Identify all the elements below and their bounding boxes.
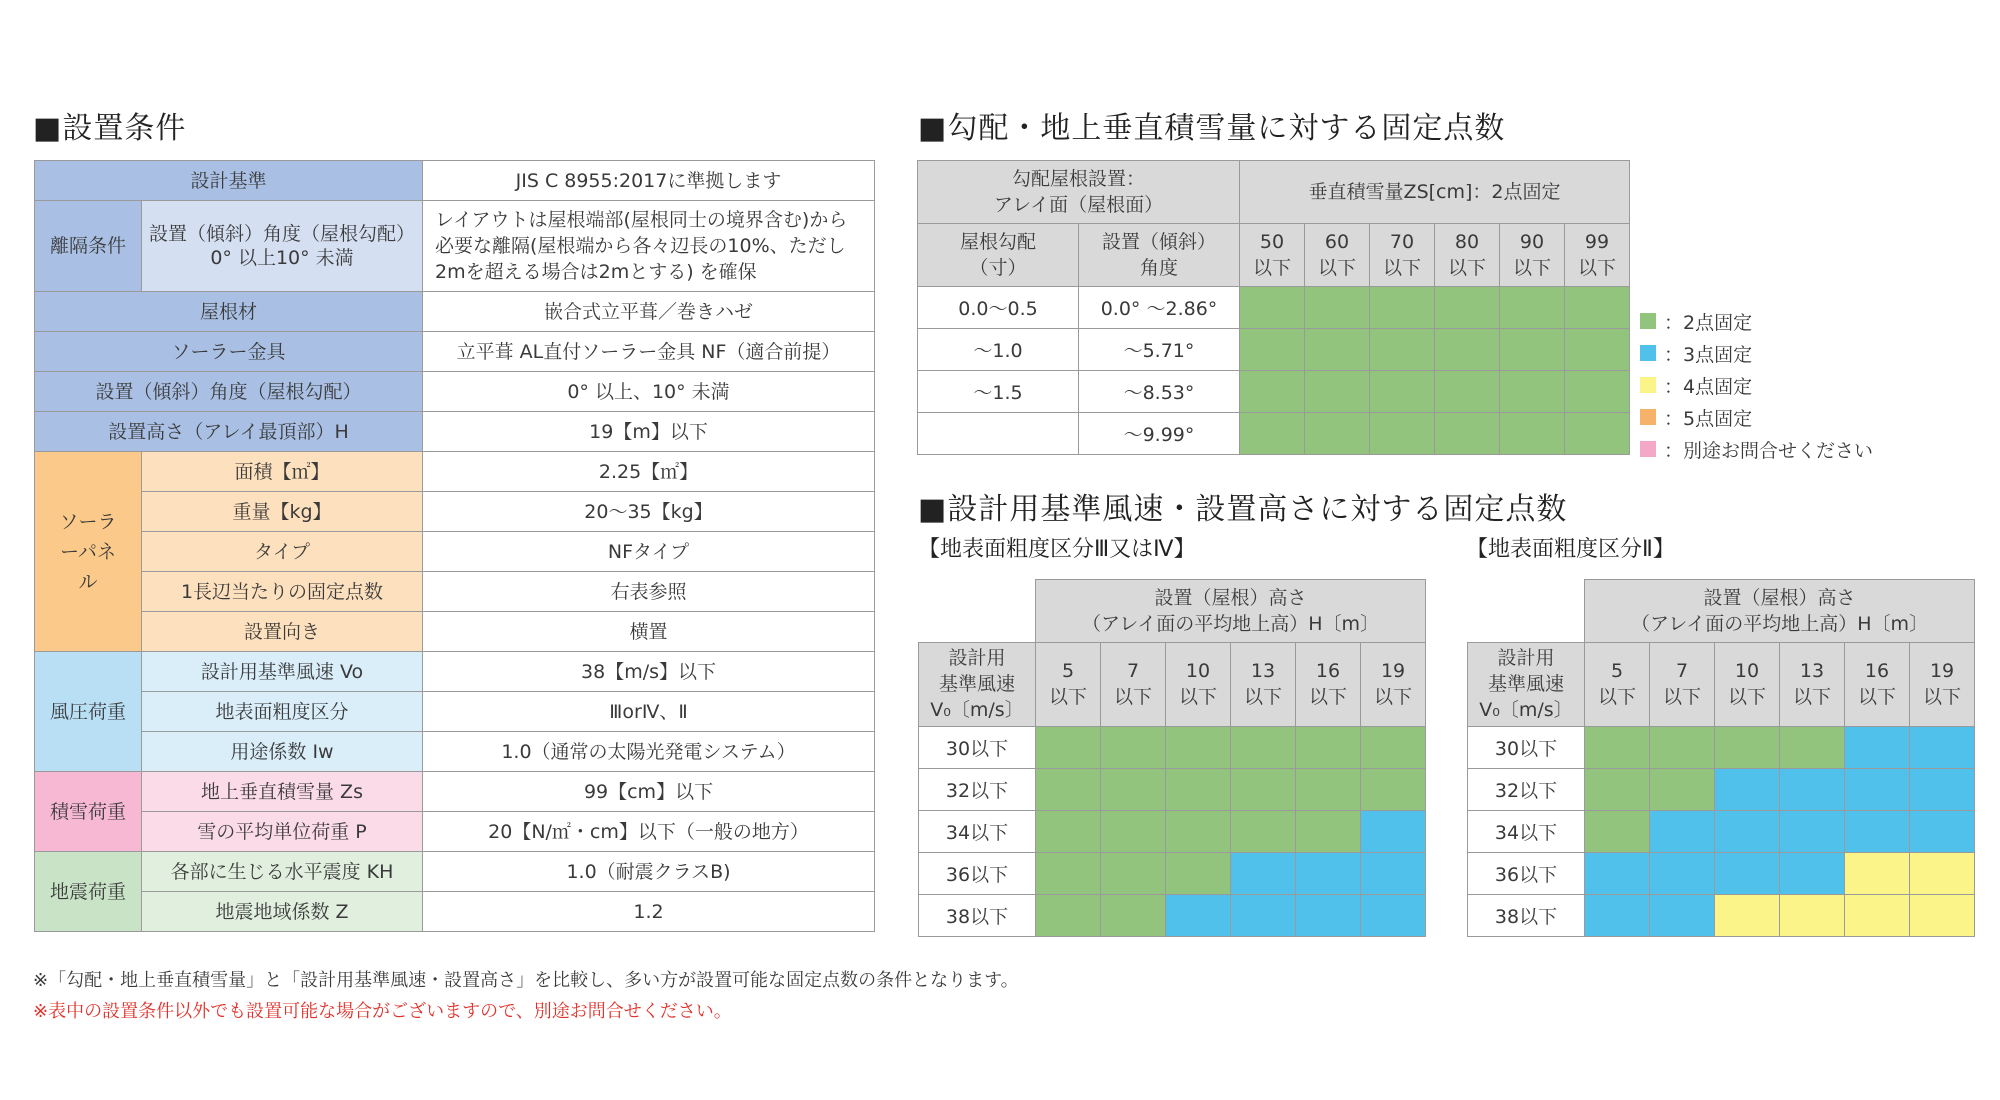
wind-fix-cell-2: [1361, 726, 1426, 768]
wind-row: [919, 894, 1426, 936]
wind-fix-cell-2: [1166, 726, 1231, 768]
wind-column-header: 13 以下: [1780, 642, 1845, 726]
condition-value: 38【m/s】以下: [423, 652, 875, 692]
snow-fix-cell-2: [1435, 413, 1500, 455]
wind-fix-cell-3: [1845, 726, 1910, 768]
wind-column-header: 7 以下: [1650, 642, 1715, 726]
wind-fix-cell-2: [1166, 768, 1231, 810]
group-label: 積雪荷重: [35, 772, 142, 852]
wind-row-label: 30以下: [919, 726, 1036, 768]
snow-angle-cell: ～8.53°: [1079, 371, 1240, 413]
condition-value: 1.2: [423, 892, 875, 932]
condition-label: 雪の平均単位荷重 P: [142, 812, 423, 852]
snow-fix-cell-2: [1370, 287, 1435, 329]
conditions-table: [34, 160, 875, 932]
wind-fix-cell-2: [1166, 810, 1231, 852]
snow-fix-cell-2: [1240, 329, 1305, 371]
wind-row-label: 30以下: [1468, 726, 1585, 768]
snow-pitch-cell: [918, 413, 1079, 455]
wind-row: [919, 768, 1426, 810]
condition-value: 19【m】以下: [423, 412, 875, 452]
legend-label: ：4点固定: [1664, 375, 1753, 398]
condition-value: 立平葺 AL直付ソーラー金具 NF（適合前提）: [423, 332, 875, 372]
wind-row-label: 32以下: [919, 768, 1036, 810]
wind-fix-cell-2: [1296, 726, 1361, 768]
condition-label: 設計用基準風速 Vo: [142, 652, 423, 692]
legend-swatch: [1640, 441, 1656, 457]
snow-fix-cell-2: [1435, 329, 1500, 371]
snow-angle-cell: ～9.99°: [1079, 413, 1240, 455]
wind-column-header: 13 以下: [1231, 642, 1296, 726]
conditions-row: [35, 612, 875, 652]
wind-table-2-title: 【地表面粗度区分Ⅱ】: [1466, 537, 1675, 562]
wind-header-row: [1468, 580, 1975, 643]
wind-fix-cell-2: [1036, 894, 1101, 936]
wind-column-header: 5 以下: [1036, 642, 1101, 726]
condition-label: 設置高さ（アレイ最頂部）H: [35, 412, 423, 452]
wind-fix-cell-2: [1036, 810, 1101, 852]
wind-row: [919, 852, 1426, 894]
wind-row: [919, 726, 1426, 768]
conditions-row: [35, 452, 875, 492]
wind-fix-cell-3: [1166, 894, 1231, 936]
wind-row-label: 34以下: [919, 810, 1036, 852]
snow-angle-cell: 0.0° ～2.86°: [1079, 287, 1240, 329]
wind-column-header: 10 以下: [1166, 642, 1231, 726]
wind-fix-cell-3: [1910, 726, 1975, 768]
wind-header-row: [919, 580, 1426, 643]
wind-corner-header: 設計用 基準風速 V₀〔m/s〕: [1468, 642, 1585, 726]
legend-item: [1640, 433, 1873, 465]
condition-label: 設置（傾斜）角度（屋根勾配） 0° 以上10° 未満: [142, 201, 423, 292]
conditions-row: [35, 372, 875, 412]
conditions-row: [35, 572, 875, 612]
snow-header-row: [918, 224, 1630, 287]
condition-value: 1.0（通常の太陽光発電システム）: [423, 732, 875, 772]
wind-fix-cell-3: [1780, 852, 1845, 894]
conditions-row: [35, 732, 875, 772]
condition-label: 面積【㎡】: [142, 452, 423, 492]
group-label: 風圧荷重: [35, 652, 142, 772]
snow-fix-cell-2: [1305, 371, 1370, 413]
condition-value: 0° 以上、10° 未満: [423, 372, 875, 412]
snow-row: [918, 371, 1630, 413]
wind-fix-cell-4: [1780, 894, 1845, 936]
snow-fix-cell-2: [1500, 413, 1565, 455]
wind-fix-cell-4: [1715, 894, 1780, 936]
snow-fix-cell-2: [1305, 287, 1370, 329]
legend-label: ：別途お問合せください: [1664, 439, 1874, 462]
wind-header-row: [1468, 642, 1975, 726]
condition-value: 嵌合式立平葺／巻きハゼ: [423, 292, 875, 332]
conditions-row: [35, 292, 875, 332]
wind-fix-cell-2: [1036, 768, 1101, 810]
snow-pitch-cell: 0.0～0.5: [918, 287, 1079, 329]
wind-heading: ■設計用基準風速・設置高さに対する固定点数: [918, 492, 1568, 527]
wind-column-header: 10 以下: [1715, 642, 1780, 726]
wind-fix-cell-3: [1296, 894, 1361, 936]
wind-fix-cell-2: [1101, 852, 1166, 894]
snow-pitch-header: 屋根勾配 （寸）: [918, 224, 1079, 287]
wind-fix-cell-3: [1650, 810, 1715, 852]
legend-item: [1640, 369, 1873, 401]
wind-fix-cell-3: [1845, 810, 1910, 852]
conditions-row: [35, 532, 875, 572]
wind-row-label: 38以下: [1468, 894, 1585, 936]
condition-value: 99【cm】以下: [423, 772, 875, 812]
wind-fix-cell-2: [1231, 810, 1296, 852]
snow-fix-cell-2: [1370, 371, 1435, 413]
wind-fix-cell-2: [1101, 810, 1166, 852]
snow-body: [918, 161, 1630, 455]
wind-fix-cell-3: [1715, 768, 1780, 810]
condition-label: 地上垂直積雪量 Zs: [142, 772, 423, 812]
condition-label: 重量【kg】: [142, 492, 423, 532]
conditions-row: [35, 492, 875, 532]
condition-label: 各部に生じる水平震度 KH: [142, 852, 423, 892]
wind-column-header: 16 以下: [1845, 642, 1910, 726]
legend-label: ：2点固定: [1664, 311, 1753, 334]
wind-column-header: 5 以下: [1585, 642, 1650, 726]
snow-fix-cell-2: [1305, 329, 1370, 371]
wind-row: [919, 810, 1426, 852]
condition-label: 設計基準: [35, 161, 423, 201]
condition-value: ⅢorⅣ、Ⅱ: [423, 692, 875, 732]
condition-label: 地表面粗度区分: [142, 692, 423, 732]
wind-body-1: [919, 580, 1426, 937]
snow-table: [917, 160, 1630, 455]
group-label: ソーラーパネル: [35, 452, 142, 652]
wind-fix-cell-2: [1585, 810, 1650, 852]
legend: [1640, 305, 1873, 465]
condition-label: 屋根材: [35, 292, 423, 332]
wind-fix-cell-3: [1910, 768, 1975, 810]
wind-fix-cell-3: [1361, 894, 1426, 936]
condition-value: 20～35【kg】: [423, 492, 875, 532]
wind-fix-cell-2: [1361, 768, 1426, 810]
snow-fix-cell-2: [1500, 329, 1565, 371]
wind-fix-cell-4: [1845, 852, 1910, 894]
snow-fix-cell-2: [1240, 413, 1305, 455]
wind-fix-cell-3: [1650, 852, 1715, 894]
note-compare: ※「勾配・地上垂直積雪量」と「設計用基準風速・設置高さ」を比較し、多い方が設置可能な固定点数の条件となります。: [33, 970, 1019, 991]
snow-row: [918, 329, 1630, 371]
conditions-row: [35, 652, 875, 692]
wind-header-row: [919, 642, 1426, 726]
wind-fix-cell-2: [1650, 768, 1715, 810]
wind-fix-cell-3: [1585, 852, 1650, 894]
wind-fix-cell-3: [1780, 810, 1845, 852]
wind-fix-cell-2: [1166, 852, 1231, 894]
wind-row-label: 38以下: [919, 894, 1036, 936]
condition-value: 横置: [423, 612, 875, 652]
conditions-row: [35, 692, 875, 732]
wind-fix-cell-2: [1585, 768, 1650, 810]
wind-top-header: 設置（屋根）高さ （アレイ面の平均地上高）H〔m〕: [1036, 580, 1426, 643]
legend-item: [1640, 401, 1873, 433]
wind-fix-cell-4: [1845, 894, 1910, 936]
snow-fix-cell-2: [1240, 371, 1305, 413]
conditions-row: [35, 201, 875, 292]
condition-value: 2.25【㎡】: [423, 452, 875, 492]
snow-fix-cell-2: [1435, 287, 1500, 329]
wind-row: [1468, 894, 1975, 936]
wind-fix-cell-2: [1585, 726, 1650, 768]
wind-row-label: 36以下: [1468, 852, 1585, 894]
wind-body-2: [1468, 580, 1975, 937]
snow-fix-cell-2: [1500, 287, 1565, 329]
conditions-row: [35, 161, 875, 201]
snow-fix-cell-2: [1565, 329, 1630, 371]
wind-fix-cell-3: [1650, 894, 1715, 936]
wind-column-header: 19 以下: [1910, 642, 1975, 726]
snow-column-header: 90 以下: [1500, 224, 1565, 287]
wind-row-label: 34以下: [1468, 810, 1585, 852]
wind-fix-cell-2: [1296, 768, 1361, 810]
snow-column-header: 70 以下: [1370, 224, 1435, 287]
wind-fix-cell-2: [1715, 726, 1780, 768]
wind-fix-cell-4: [1910, 852, 1975, 894]
wind-fix-cell-3: [1361, 852, 1426, 894]
snow-heading: ■勾配・地上垂直積雪量に対する固定点数: [918, 111, 1506, 146]
conditions-row: [35, 772, 875, 812]
wind-fix-cell-2: [1101, 894, 1166, 936]
snow-column-header: 60 以下: [1305, 224, 1370, 287]
snow-column-header: 50 以下: [1240, 224, 1305, 287]
wind-blank-corner: [1468, 580, 1585, 643]
wind-fix-cell-3: [1780, 768, 1845, 810]
snow-top-header: 垂直積雪量ZS[cm]：2点固定: [1240, 161, 1630, 224]
wind-fix-cell-2: [1101, 768, 1166, 810]
snow-fix-cell-2: [1565, 371, 1630, 413]
legend-swatch: [1640, 409, 1656, 425]
group-label: 離隔条件: [35, 201, 142, 292]
conditions-row: [35, 412, 875, 452]
snow-fix-cell-2: [1565, 287, 1630, 329]
snow-corner-header: 勾配屋根設置： アレイ面（屋根面）: [918, 161, 1240, 224]
legend-item: [1640, 305, 1873, 337]
wind-fix-cell-4: [1910, 894, 1975, 936]
wind-row: [1468, 810, 1975, 852]
condition-value: レイアウトは屋根端部(屋根同士の境界含む)から必要な離隔(屋根端から各々辺長の10%、ただし2mを超える場合は2mとする) を確保: [423, 201, 875, 292]
snow-row: [918, 287, 1630, 329]
snow-fix-cell-2: [1370, 413, 1435, 455]
conditions-heading: ■設置条件: [33, 111, 187, 146]
wind-column-header: 7 以下: [1101, 642, 1166, 726]
condition-label: 地震地域係数 Z: [142, 892, 423, 932]
note-contact: ※表中の設置条件以外でも設置可能な場合がございますので、別途お問合せください。: [33, 1001, 732, 1022]
wind-table-1-title: 【地表面粗度区分Ⅲ又はⅣ】: [918, 537, 1196, 562]
snow-column-header: 99 以下: [1565, 224, 1630, 287]
legend-swatch: [1640, 345, 1656, 361]
snow-row: [918, 413, 1630, 455]
snow-pitch-cell: ～1.5: [918, 371, 1079, 413]
legend-label: ：3点固定: [1664, 343, 1753, 366]
wind-row: [1468, 852, 1975, 894]
condition-value: 20【N/㎡・cm】以下（一般の地方）: [423, 812, 875, 852]
condition-value: NFタイプ: [423, 532, 875, 572]
snow-column-header: 80 以下: [1435, 224, 1500, 287]
conditions-body: [35, 161, 875, 932]
condition-value: 1.0（耐震クラスB): [423, 852, 875, 892]
legend-swatch: [1640, 313, 1656, 329]
wind-table-2: [1467, 579, 1975, 937]
snow-fix-cell-2: [1305, 413, 1370, 455]
wind-row: [1468, 768, 1975, 810]
wind-fix-cell-3: [1845, 768, 1910, 810]
wind-column-header: 19 以下: [1361, 642, 1426, 726]
conditions-row: [35, 332, 875, 372]
wind-fix-cell-3: [1361, 810, 1426, 852]
wind-column-header: 16 以下: [1296, 642, 1361, 726]
wind-fix-cell-2: [1036, 852, 1101, 894]
wind-fix-cell-3: [1910, 810, 1975, 852]
legend-swatch: [1640, 377, 1656, 393]
snow-fix-cell-2: [1500, 371, 1565, 413]
wind-fix-cell-3: [1715, 810, 1780, 852]
wind-fix-cell-3: [1585, 894, 1650, 936]
condition-value: 右表参照: [423, 572, 875, 612]
snow-header-row: [918, 161, 1630, 224]
condition-value: JIS C 8955:2017に準拠します: [423, 161, 875, 201]
wind-fix-cell-3: [1296, 852, 1361, 894]
wind-fix-cell-2: [1036, 726, 1101, 768]
wind-fix-cell-2: [1231, 768, 1296, 810]
wind-row-label: 36以下: [919, 852, 1036, 894]
legend-item: [1640, 337, 1873, 369]
wind-fix-cell-2: [1231, 726, 1296, 768]
wind-blank-corner: [919, 580, 1036, 643]
condition-label: 設置（傾斜）角度（屋根勾配）: [35, 372, 423, 412]
snow-pitch-cell: ～1.0: [918, 329, 1079, 371]
wind-row: [1468, 726, 1975, 768]
wind-row-label: 32以下: [1468, 768, 1585, 810]
condition-label: タイプ: [142, 532, 423, 572]
conditions-row: [35, 892, 875, 932]
condition-label: 用途係数 Iw: [142, 732, 423, 772]
snow-fix-cell-2: [1370, 329, 1435, 371]
wind-fix-cell-3: [1231, 852, 1296, 894]
conditions-row: [35, 812, 875, 852]
snow-fix-cell-2: [1435, 371, 1500, 413]
snow-angle-cell: ～5.71°: [1079, 329, 1240, 371]
wind-fix-cell-3: [1715, 852, 1780, 894]
condition-label: ソーラー金具: [35, 332, 423, 372]
wind-table-1: [918, 579, 1426, 937]
snow-fix-cell-2: [1240, 287, 1305, 329]
group-label: 地震荷重: [35, 852, 142, 932]
snow-angle-header: 設置（傾斜） 角度: [1079, 224, 1240, 287]
wind-fix-cell-2: [1650, 726, 1715, 768]
wind-fix-cell-2: [1780, 726, 1845, 768]
wind-fix-cell-2: [1296, 810, 1361, 852]
condition-label: 1長辺当たりの固定点数: [142, 572, 423, 612]
snow-fix-cell-2: [1565, 413, 1630, 455]
legend-label: ：5点固定: [1664, 407, 1753, 430]
condition-label: 設置向き: [142, 612, 423, 652]
wind-fix-cell-3: [1231, 894, 1296, 936]
conditions-row: [35, 852, 875, 892]
wind-top-header: 設置（屋根）高さ （アレイ面の平均地上高）H〔m〕: [1585, 580, 1975, 643]
wind-fix-cell-2: [1101, 726, 1166, 768]
wind-corner-header: 設計用 基準風速 V₀〔m/s〕: [919, 642, 1036, 726]
